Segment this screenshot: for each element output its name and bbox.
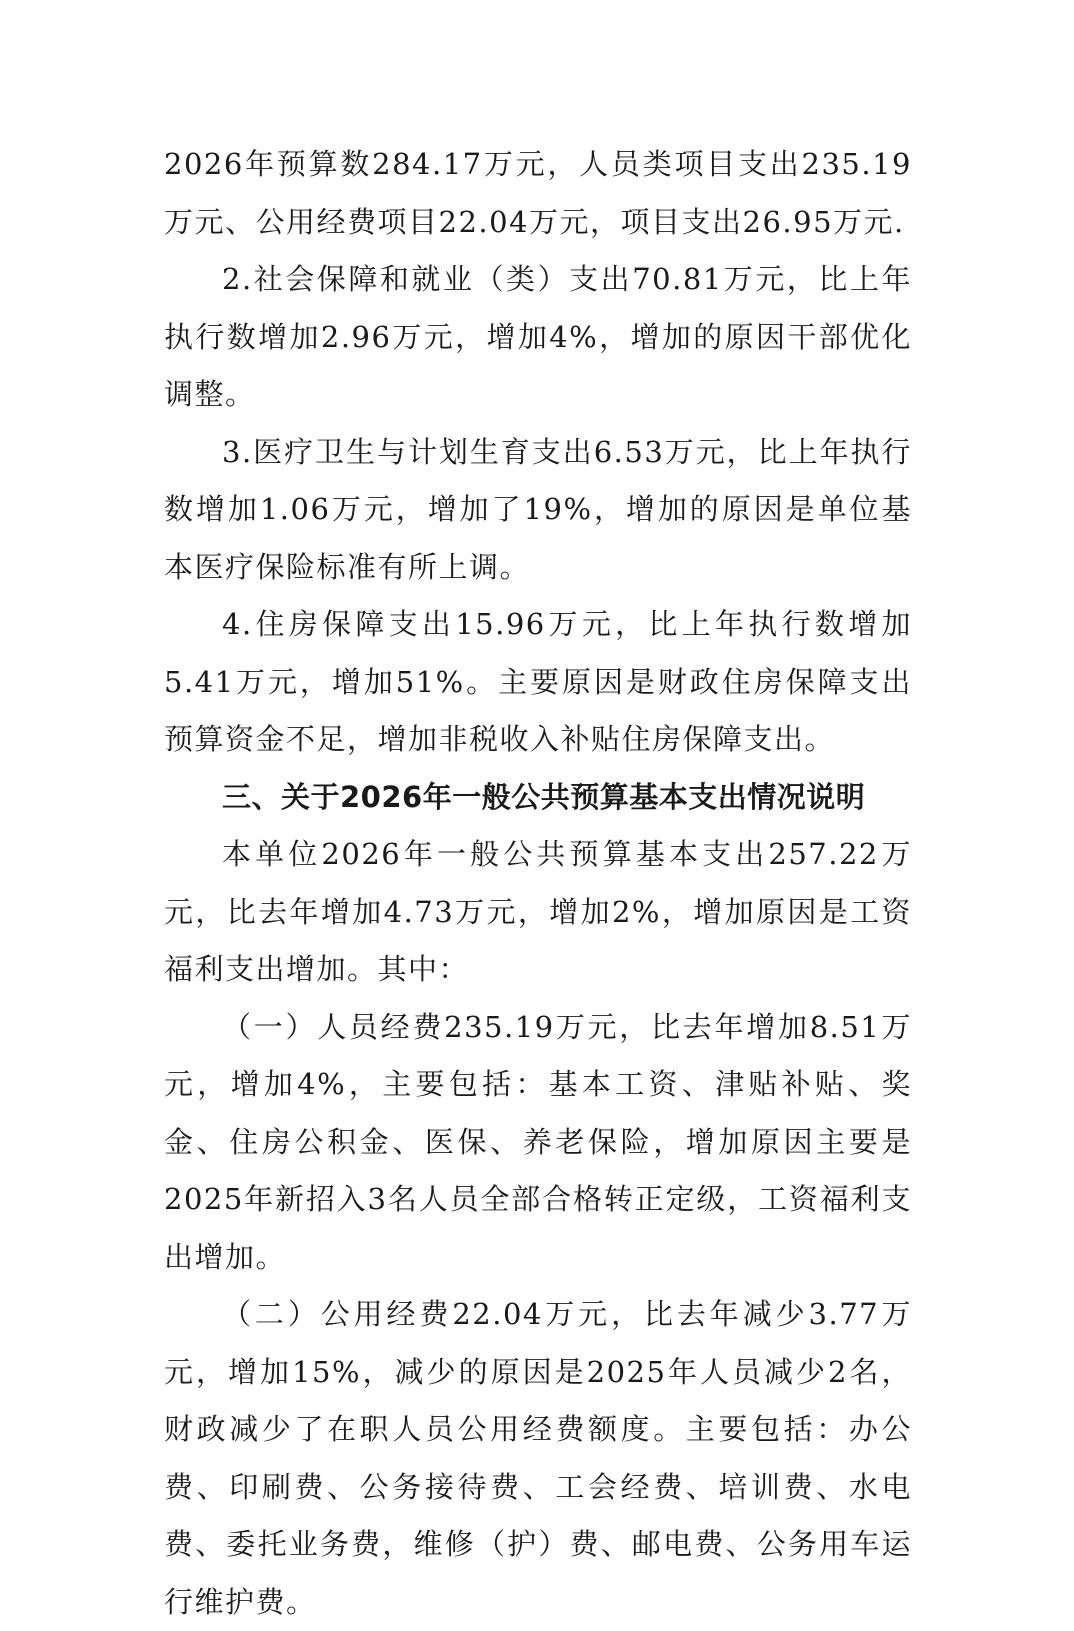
- paragraph-social-security: 2.社会保障和就业（类）支出70.81万元，比上年执行数增加2.96万元，增加4%，增加的原因干部优化调整。: [164, 262, 912, 411]
- section-heading-basic-expenditure: 三、关于2026年一般公共预算基本支出情况说明: [222, 779, 866, 814]
- paragraph-basic-expenditure: 本单位2026年一般公共预算基本支出257.22万元，比去年增加4.73万元，增加2%，增加原因是工资福利支出增加。其中：: [164, 837, 912, 986]
- paragraph-medical-health: 3.医疗卫生与计划生育支出6.53万元，比上年执行数增加1.06万元，增加了19%，增加的原因是单位基本医疗保险标准有所上调。: [164, 434, 912, 584]
- document-body: [164, 136, 912, 1631]
- paragraph-personnel-expenses: （一）人员经费235.19万元，比去年增加8.51万元，增加4%，主要包括：基本工资、津贴补贴、奖金、住房公积金、医保、养老保险，增加原因主要是2025年新招入3名人员全部合格转正定级，工资福利支出增加。: [164, 1009, 912, 1274]
- paragraph-public-expenses: （二）公用经费22.04万元，比去年减少3.77万元，增加15%，减少的原因是2025年人员减少2名，财政减少了在职人员公用经费额度。主要包括：办公费、印刷费、公务接待费、工会经费、培训费、水电费、委托业务费，维修（护）费、邮电费、公务用车运行维护费。: [164, 1297, 912, 1619]
- paragraph-budget-summary: 2026年预算数284.17万元，人员类项目支出235.19万元、公用经费项目22.04万元，项目支出26.95万元.: [164, 147, 912, 239]
- paragraph-housing-security: 4.住房保障支出15.96万元，比上年执行数增加5.41万元，增加51%。主要原因是财政住房保障支出预算资金不足，增加非税收入补贴住房保障支出。: [164, 607, 912, 756]
